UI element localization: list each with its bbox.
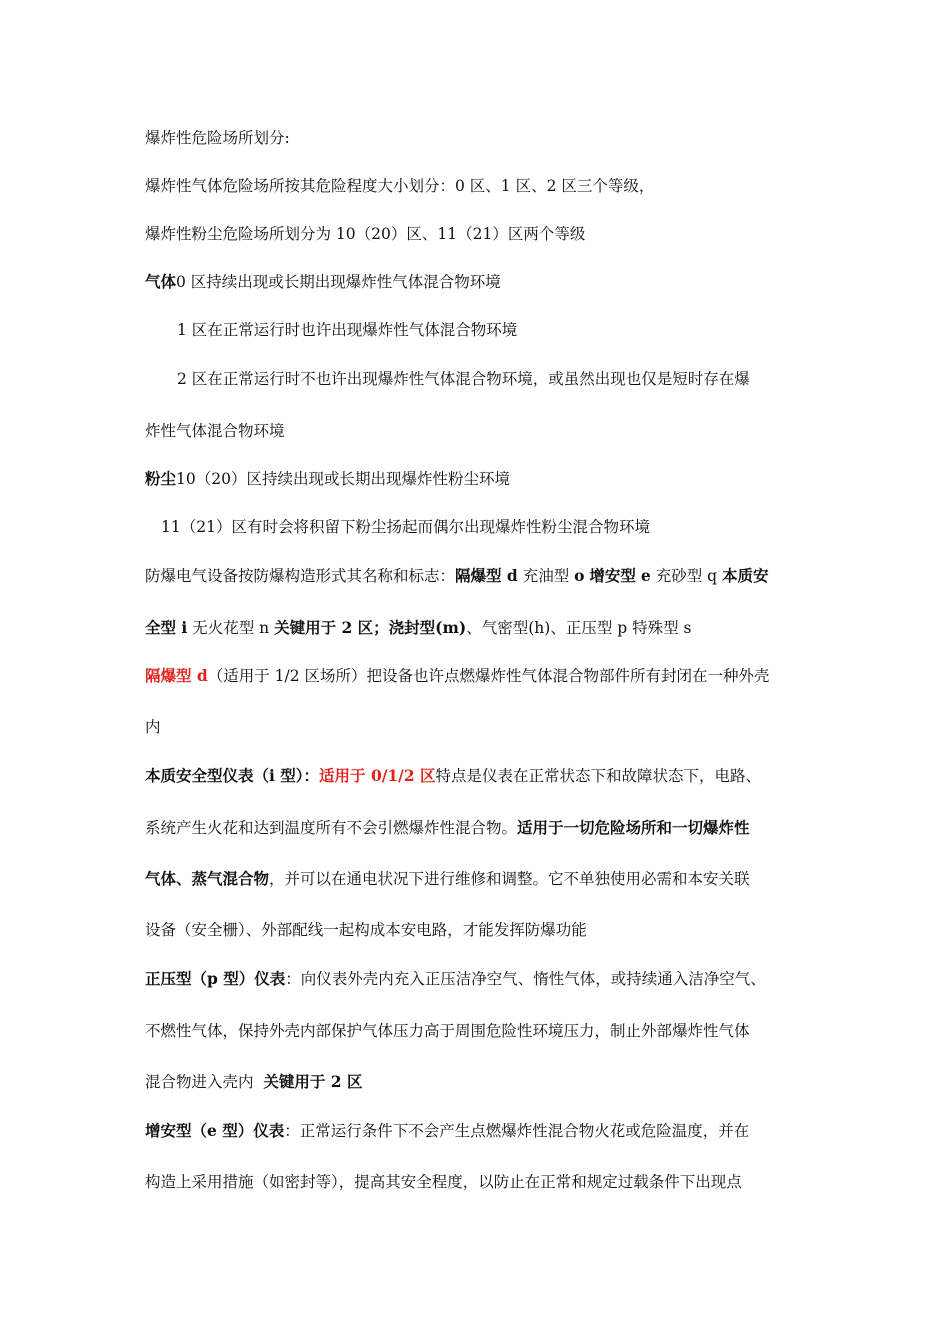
dust-zone-line [145,469,510,489]
paragraph-line [145,1072,362,1092]
text: 防爆电气设备按防爆构造形式其名称和标志： [145,567,456,585]
bold-text: 增安型（e 型）仪表 [145,1121,285,1140]
text: 混合物进入壳内 [145,1073,254,1091]
text: 、气密型(h)、正压型 p 特殊型 s [466,619,692,637]
paragraph-line [145,1121,749,1141]
bold-text: 本质安 [721,566,769,585]
text: 特点是仪表在正常状态下和故障状态下，电路、 [435,767,762,785]
text: 爆炸性气体危险场所按其危险程度大小划分：0 区、1 区、2 区三个等级， [145,177,655,195]
dust-zone-line [161,517,650,537]
paragraph-line [145,920,587,940]
paragraph-line [145,818,750,838]
bold-text: 隔爆型 d [455,566,518,585]
bold-text: 增安型 [589,566,636,585]
text: 内 [145,718,161,736]
bold-text: 气体、蒸气混合物 [145,869,270,888]
paragraph-line [145,717,161,737]
red-bold-text: 隔爆型 d [145,666,208,685]
text: 炸性气体混合物环境 [145,422,285,440]
text: ：向仪表外壳内充入正压洁净空气、惰性气体，或持续通入洁净空气、 [285,970,766,988]
text: 充砂型 q [655,567,718,585]
paragraph-line [145,1172,742,1192]
text: ：正常运行条件下不会产生点燃爆炸性混合物火花或危险温度，并在 [284,1122,750,1140]
paragraph-line [145,666,770,686]
heading-line [145,128,290,148]
text: 构造上采用措施（如密封等），提高其安全程度，以防止在正常和规定过载条件下出现点 [145,1173,742,1191]
text: 1 区在正常运行时也许出现爆炸性气体混合物环境 [177,321,518,339]
text: 爆炸性粉尘危险场所划分为 10（20）区、11（21）区两个等级 [145,225,586,243]
text: 2 区在正常运行时不也许出现爆炸性气体混合物环境，或虽然出现也仅是短时存在爆 [177,370,750,388]
paragraph-line [145,176,654,196]
red-bold-text: 适用于 0/1/2 区 [319,766,436,785]
text: 0 区持续出现或长期出现爆炸性气体混合物环境 [176,273,501,291]
bold-text: e [640,566,651,585]
gas-zone-line [177,369,750,389]
paragraph-line [145,766,761,786]
text: ，并可以在通电状况下进行维修和调整。它不单独使用必需和本安关联 [269,870,750,888]
text: 无火花型 n [192,619,270,637]
bold-text: 适用于一切危险场所和一切爆炸性 [517,818,750,837]
gas-zone-line [145,272,501,292]
text: 不燃性气体，保持外壳内部保护气体压力高于周围危险性环境压力，制止外部爆炸性气体 [145,1022,750,1040]
bold-text: o [574,566,585,585]
text: 充油型 [522,567,570,585]
bold-text: 本质安全型仪表（i 型）： [145,766,320,785]
paragraph-line [145,618,692,638]
text: 爆炸性危险场所划分: [145,129,290,147]
paragraph-line [145,566,769,586]
bold-text: 关键用于 2 区 [263,1072,363,1091]
text: （适用于 1/2 区场所）把设备也许点燃爆炸性气体混合物部件所有封闭在一种外壳 [207,667,770,685]
bold-label: 气体 [145,272,177,291]
text: 11（21）区有时会将积留下粉尘扬起而偶尔出现爆炸性粉尘混合物环境 [161,518,650,536]
bold-text: 关键用于 2 区；浇封型(m) [274,618,467,637]
text: 设备（安全栅）、外部配线一起构成本安电路，才能发挥防爆功能 [145,921,587,939]
gas-zone-line [145,421,285,441]
text: 系统产生火花和达到温度所有不会引燃爆炸性混合物。 [145,819,518,837]
paragraph-line [145,869,750,889]
paragraph-line [145,224,585,244]
bold-label: 粉尘 [145,469,177,488]
paragraph-line [145,969,766,989]
bold-text: 全型 i [145,618,188,637]
gas-zone-line [177,320,517,340]
text: 10（20）区持续出现或长期出现爆炸性粉尘环境 [176,470,510,488]
paragraph-line [145,1021,750,1041]
bold-text: 正压型（p 型）仪表 [145,969,286,988]
